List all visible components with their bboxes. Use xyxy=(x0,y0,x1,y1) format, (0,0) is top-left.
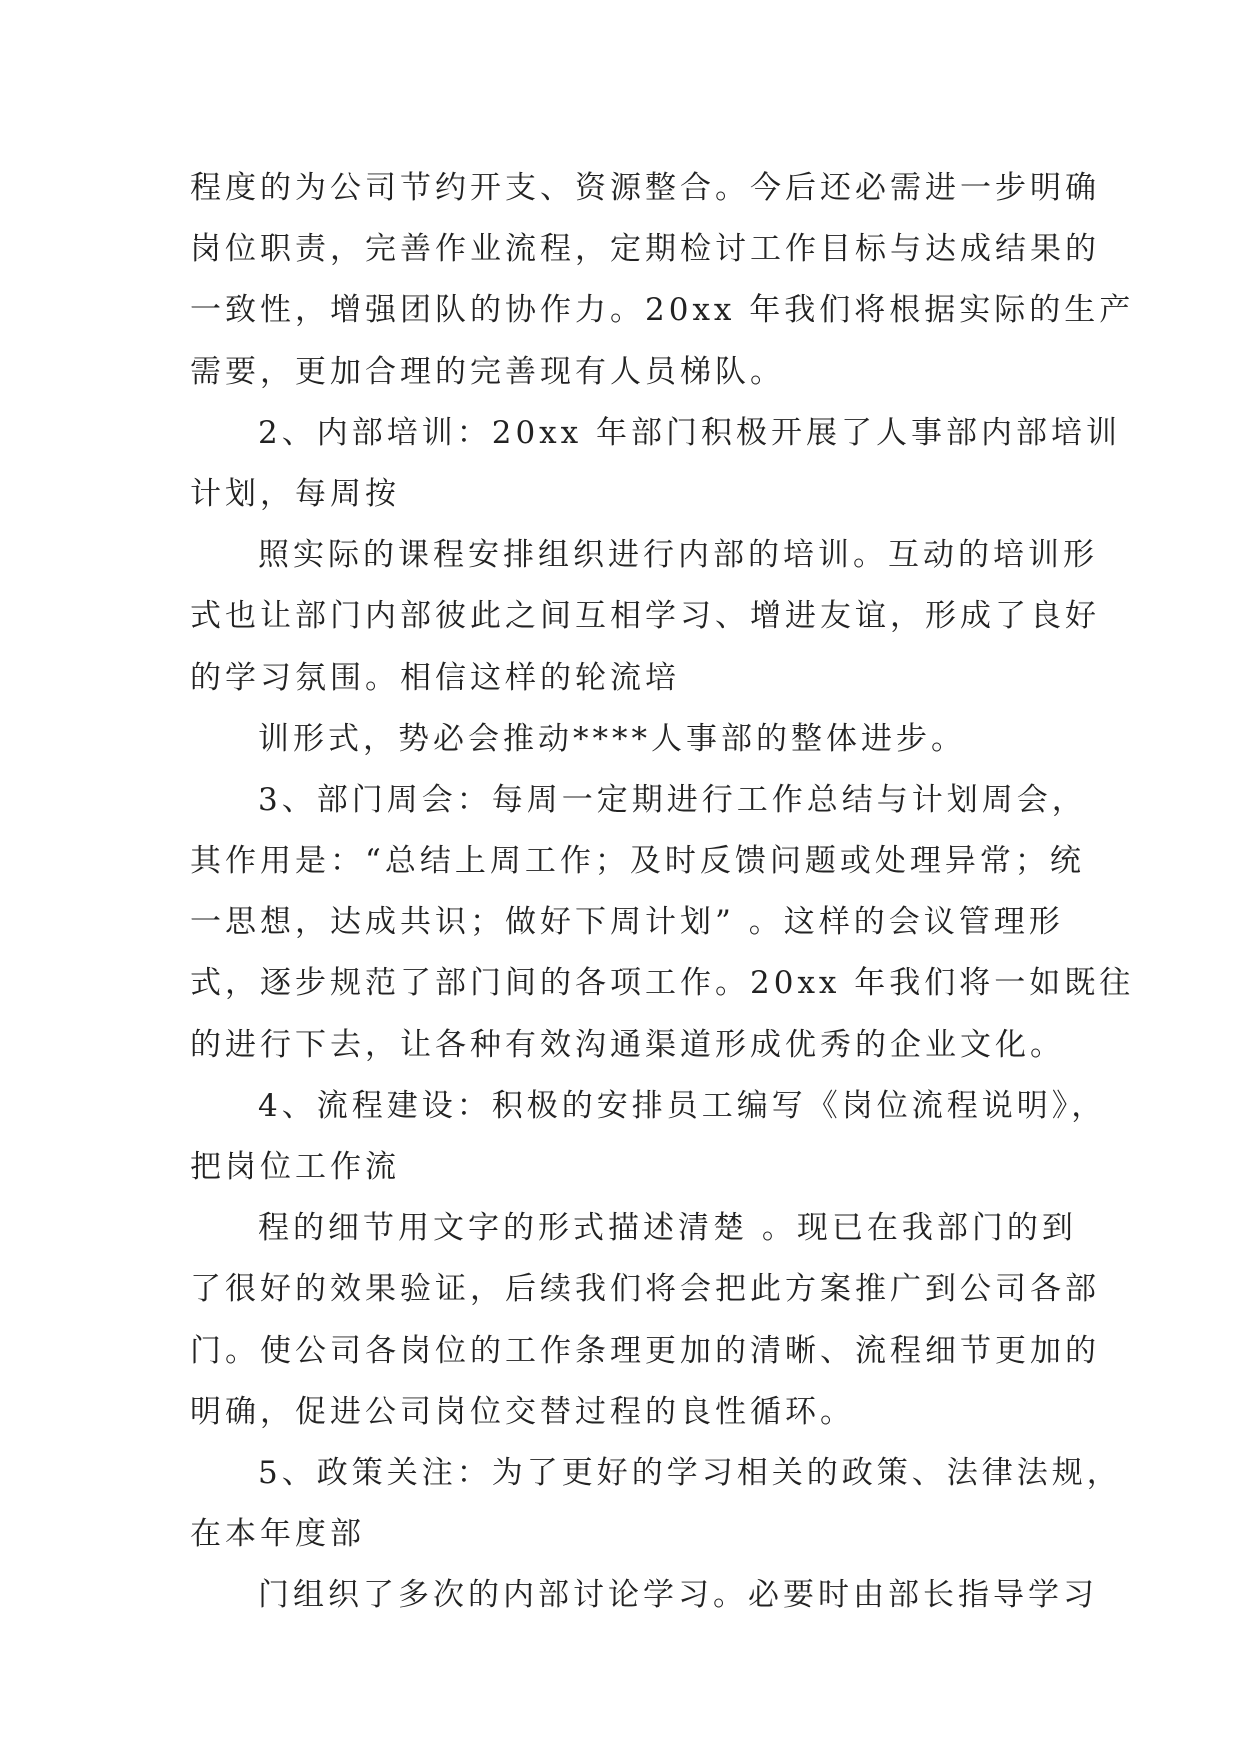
text-line: 4、流程建设：积极的安排员工编写《岗位流程说明》， xyxy=(258,1087,1107,1124)
text-line: 的进行下去，让各种有效沟通渠道形成优秀的企业文化。 xyxy=(190,1026,1065,1063)
text-line: 其作用是：“总结上周工作；及时反馈问题或处理异常；统 xyxy=(190,843,1085,880)
text-line: 岗位职责，完善作业流程，定期检讨工作目标与达成结果的 xyxy=(190,231,1100,268)
text-line: 明确，促进公司岗位交替过程的良性循环。 xyxy=(190,1393,855,1430)
text-line: 门组织了多次的内部讨论学习。必要时由部长指导学习 xyxy=(258,1577,1098,1614)
text-line: 5、政策关注：为了更好的学习相关的政策、法律法规， xyxy=(258,1454,1122,1491)
text-line: 的学习氛围。相信这样的轮流培 xyxy=(190,659,680,696)
text-line: 在本年度部 xyxy=(190,1516,365,1553)
text-line: 2、内部培训：20xx 年部门积极开展了人事部内部培训 xyxy=(258,414,1121,451)
text-line: 把岗位工作流 xyxy=(190,1149,400,1185)
text-line: 3、部门周会：每周一定期进行工作总结与计划周会， xyxy=(258,781,1087,818)
text-line: 程度的为公司节约开支、资源整合。今后还必需进一步明确 xyxy=(190,170,1100,206)
text-line: 计划，每周按 xyxy=(190,475,400,512)
text-line: 程的细节用文字的形式描述清楚 。现已在我部门的到 xyxy=(258,1210,1077,1247)
text-line: 训形式，势必会推动****人事部的整体进步。 xyxy=(258,720,966,757)
text-line: 一致性，增强团队的协作力。20xx 年我们将根据实际的生产 xyxy=(190,292,1135,329)
text-line: 了很好的效果验证，后续我们将会把此方案推广到公司各部 xyxy=(190,1271,1100,1308)
text-line: 照实际的课程安排组织进行内部的培训。互动的培训形 xyxy=(258,537,1098,574)
text-line: 需要，更加合理的完善现有人员梯队。 xyxy=(190,353,785,390)
text-line: 式也让部门内部彼此之间互相学习、增进友谊，形成了良好 xyxy=(190,598,1100,635)
text-line: 式，逐步规范了部门间的各项工作。20xx 年我们将一如既往 xyxy=(190,965,1135,1002)
text-line: 一思想，达成共识；做好下周计划” 。这样的会议管理形 xyxy=(190,904,1064,941)
text-line: 门。使公司各岗位的工作条理更加的清晰、流程细节更加的 xyxy=(190,1332,1100,1369)
body-text xyxy=(190,158,1135,1627)
